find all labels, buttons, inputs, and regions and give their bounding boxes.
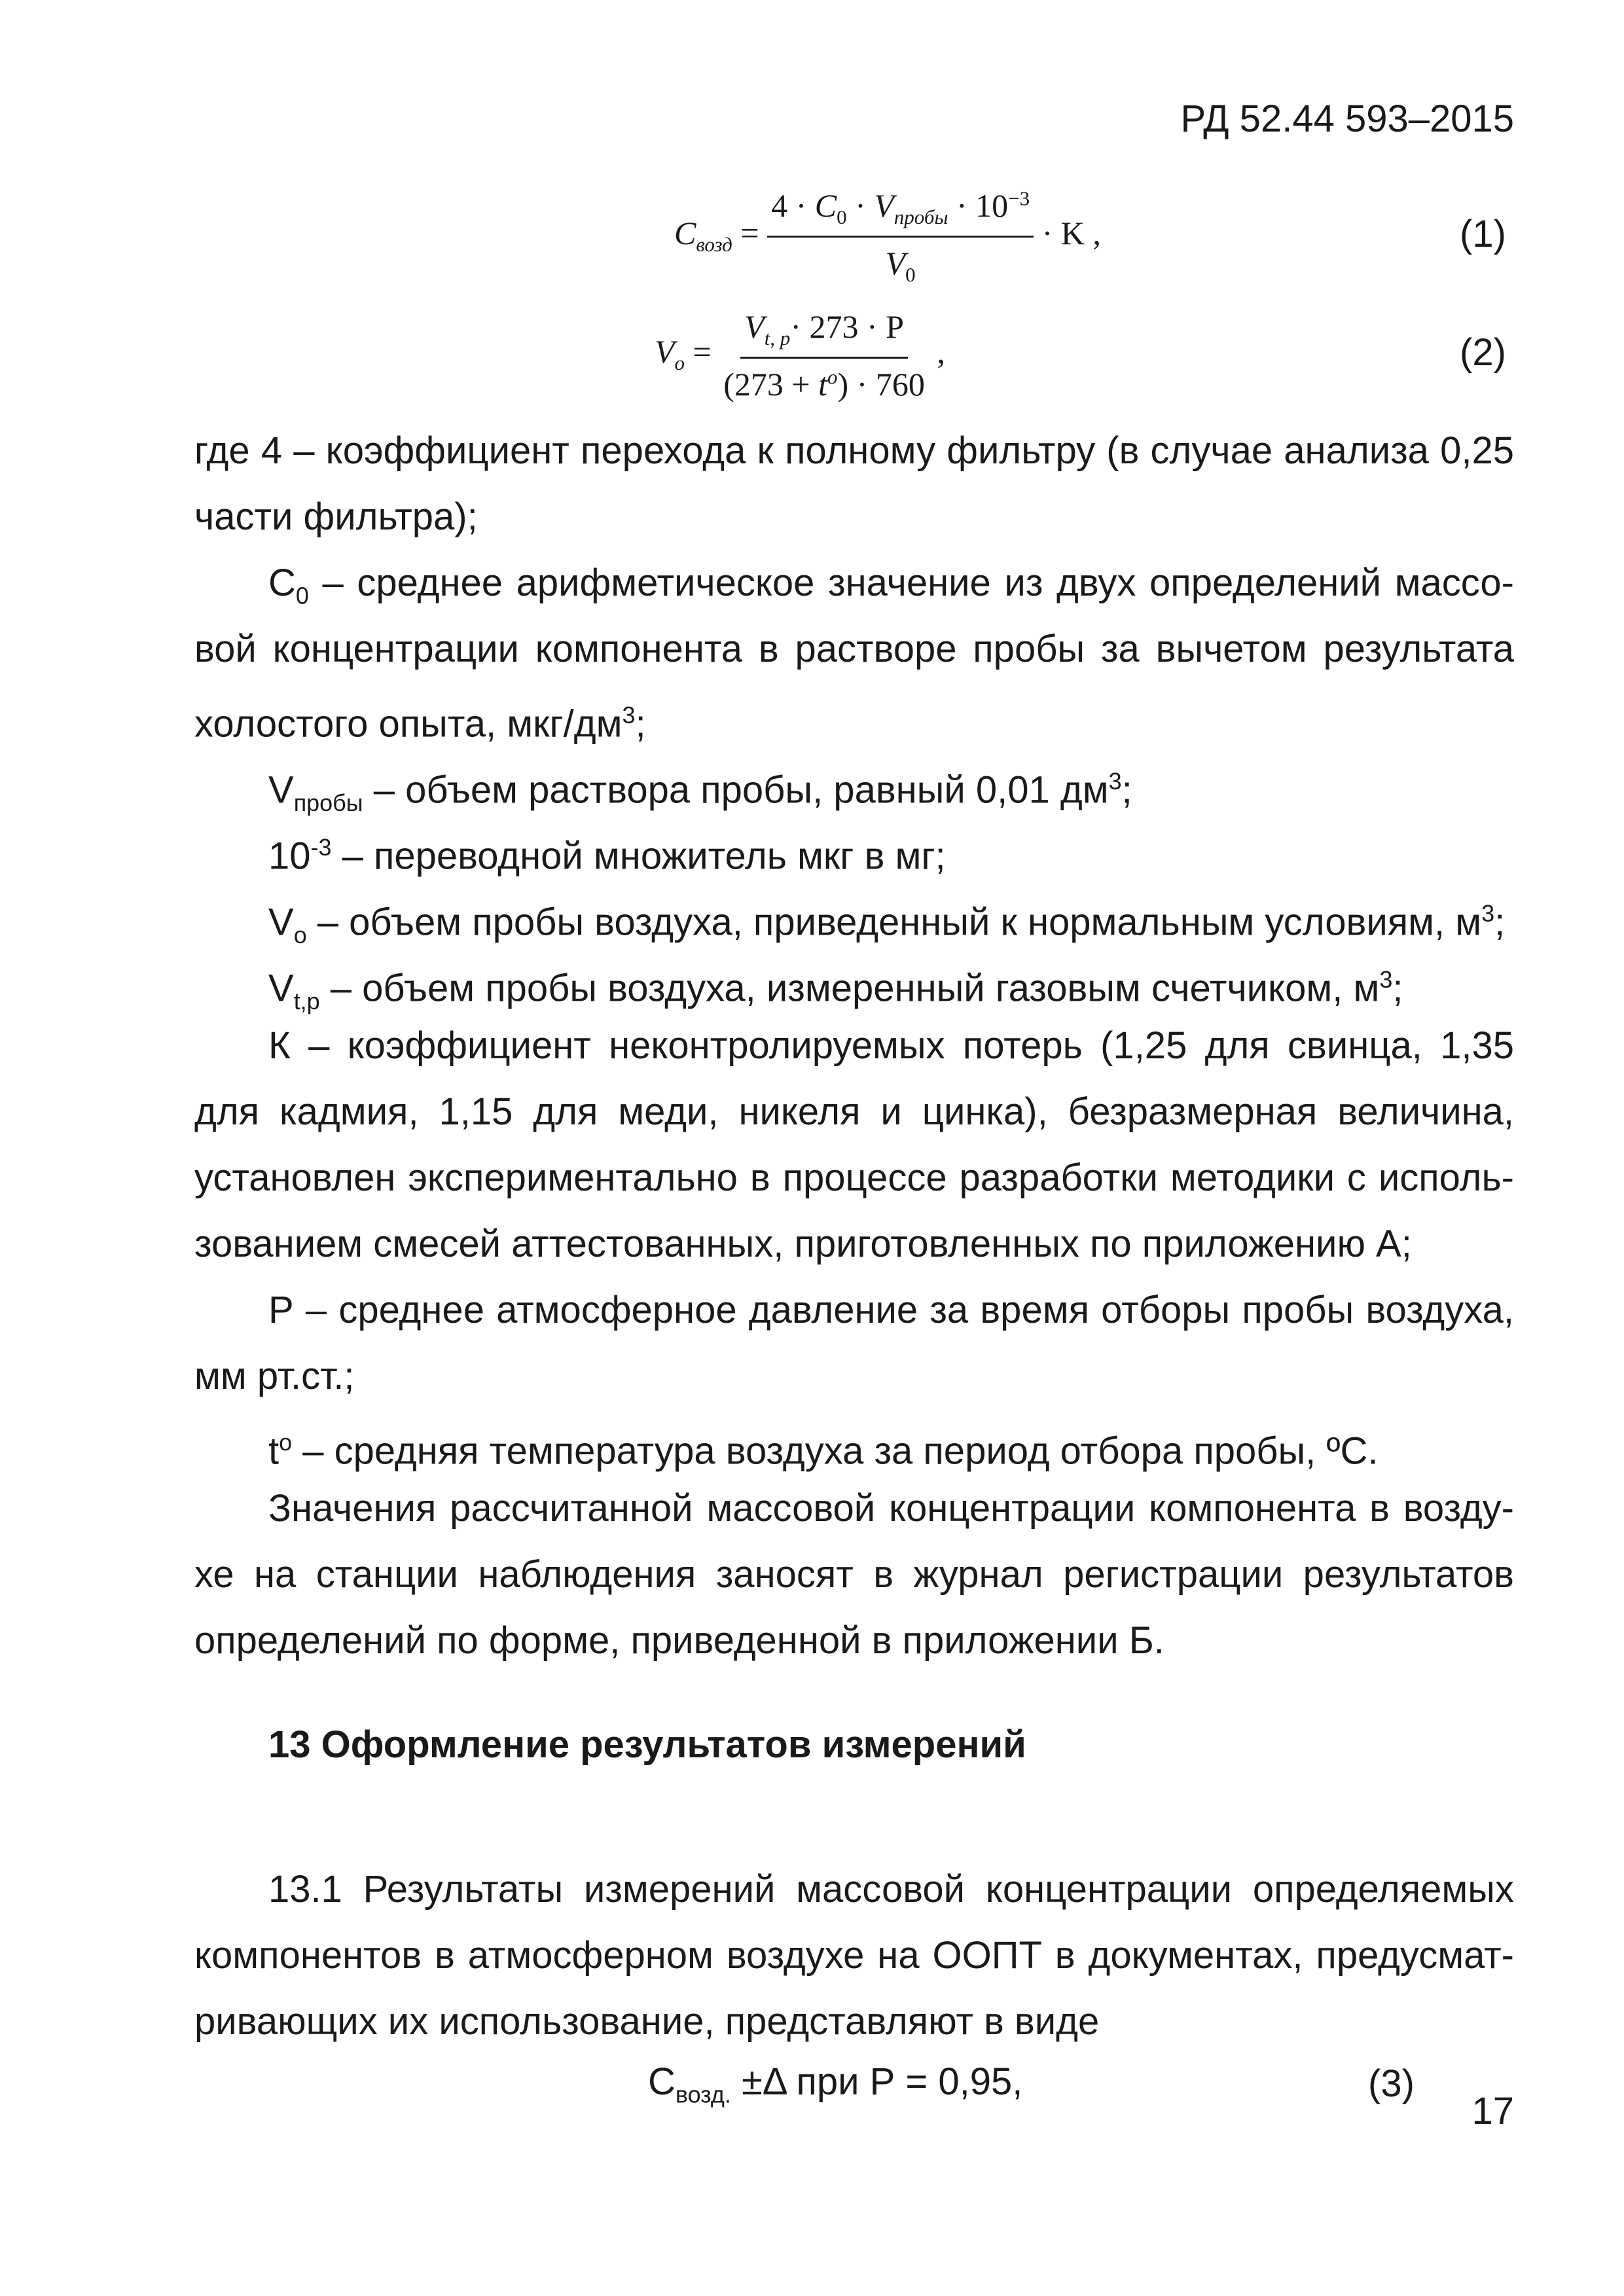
page-number: 17 <box>1471 2090 1514 2132</box>
formula-1-dot: · <box>795 187 807 224</box>
paragraph-line <box>194 682 1514 757</box>
formula-2 <box>655 308 945 403</box>
formula-1-c0-subscript: 0 <box>837 206 847 228</box>
vprob-subscript: пробы <box>293 789 363 816</box>
paragraph-line: зованием смесей аттестованных, приготовленных по приложению А; <box>194 1223 1412 1265</box>
t-description: – средняя температура воздуха за период отбора пробы, ºС. <box>292 1429 1379 1473</box>
formula-2-equals: = <box>693 333 712 370</box>
formula-1 <box>674 187 1101 287</box>
formula-2-t-superscript: o <box>827 365 838 389</box>
formula-3 <box>648 2049 1022 2128</box>
paragraph-line: ривающих их использование, представляют в виде <box>194 2000 1100 2043</box>
formula-2-numerator <box>740 308 908 359</box>
formula-3-number: (3) <box>1368 2062 1415 2105</box>
vo-description: – объем пробы воздуха, приведенный к нормальным условиям, м <box>306 901 1482 944</box>
document-code-header: РД 52.44 593–2015 <box>1180 98 1514 140</box>
formula-1-equals: = <box>740 214 759 251</box>
c0-description: – среднее арифметическое значение из двух определений массо- <box>308 562 1514 604</box>
formula-2-number: (2) <box>1460 331 1506 374</box>
formula-2-denominator-open: (273 + <box>723 366 819 403</box>
unit-superscript: 3 <box>1108 768 1122 795</box>
c0-symbol: С <box>268 562 296 604</box>
unit-superscript: 3 <box>1379 966 1393 993</box>
paragraph-line: хе на станции наблюдения заносят в журнал регистрации результатов <box>194 1553 1514 1596</box>
paragraph-line: установлен экспериментально в процессе разработки методики с исполь- <box>194 1157 1514 1199</box>
paragraph-line: для кадмия, 1,15 для меди, никеля и цинка), безразмерная величина, <box>194 1090 1514 1133</box>
formula-2-vtp-subscript: t, p <box>764 327 791 350</box>
unit-superscript: 3 <box>1481 900 1495 927</box>
definition-multiplier <box>268 814 1514 889</box>
formula-2-tail: , <box>937 333 945 370</box>
formula-2-lhs-symbol: V <box>655 333 675 370</box>
unit-superscript: 3 <box>622 702 636 728</box>
line-end: ; <box>1121 768 1132 812</box>
formula-3-symbol: C <box>648 2060 676 2103</box>
formula-1-tail: · K , <box>1041 214 1101 251</box>
formula-1-dot: · <box>956 187 967 224</box>
formula-3-subscript: возд. <box>675 2081 731 2108</box>
formula-2-lhs <box>655 333 685 375</box>
paragraph-line: части фильтра); <box>194 495 478 538</box>
formula-2-lhs-subscript: o <box>674 351 685 375</box>
paragraph-line: определений по форме, приведенной в приложении Б. <box>194 1619 1164 1662</box>
formula-1-lhs-symbol: C <box>674 214 696 251</box>
formula-1-fraction <box>767 187 1034 287</box>
formula-1-lhs <box>674 214 732 256</box>
formula-2-numerator-rest: · 273 · P <box>790 308 904 345</box>
line-end: ; <box>635 702 646 745</box>
formula-1-number: (1) <box>1460 213 1506 255</box>
line-end: ; <box>1494 901 1506 944</box>
vprob-description: – объем раствора пробы, равный 0,01 дм <box>363 768 1109 812</box>
formula-1-coef: 4 <box>771 187 788 224</box>
formula-1-c0: C <box>814 187 837 224</box>
multiplier-base: 10 <box>268 834 311 878</box>
paragraph-line: мм рт.ст.; <box>194 1355 355 1397</box>
formula-1-numerator <box>767 187 1034 238</box>
formula-1-ten: 10 <box>975 187 1009 224</box>
formula-1-exponent: −3 <box>1008 187 1030 210</box>
paragraph-line: компонентов в атмосферном воздухе на ООПТ в документах, предусмат- <box>194 1934 1514 1977</box>
paragraph-line: Значения рассчитанной массовой концентрации компонента в возду- <box>268 1487 1514 1530</box>
vo-subscript: о <box>293 921 307 948</box>
formula-1-v0-subscript: 0 <box>905 263 916 286</box>
vtp-symbol: V <box>268 967 294 1010</box>
c0-subscript: 0 <box>295 582 309 609</box>
formula-2-t: t <box>818 366 828 403</box>
vprob-symbol: V <box>268 768 294 812</box>
paragraph-line: вой концентрации компонента в растворе пробы за вычетом результата <box>194 628 1514 670</box>
t-superscript: о <box>279 1429 293 1456</box>
line-text: холостого опыта, мкг/дм <box>194 702 623 745</box>
formula-2-fraction <box>719 308 929 403</box>
formula-1-vprob: V <box>874 187 894 224</box>
paragraph-line: где 4 – коэффициент перехода к полному фильтру (в случае анализа 0,25 <box>194 429 1514 472</box>
formula-1-denominator <box>882 238 920 287</box>
t-symbol: t <box>268 1429 280 1473</box>
formula-2-denominator-close: ) · 760 <box>837 366 925 403</box>
formula-1-dot: · <box>855 187 866 224</box>
multiplier-exponent: -3 <box>310 834 332 861</box>
formula-1-lhs-subscript: возд <box>696 232 732 256</box>
formula-2-denominator <box>719 359 929 403</box>
vtp-subscript: t,p <box>293 987 320 1014</box>
definition-t <box>268 1409 1514 1484</box>
formula-2-vtp: V <box>744 308 765 345</box>
line-end: ; <box>1392 967 1403 1010</box>
definition-k: К – коэффициент неконтролируемых потерь (1,25 для свинца, 1,35 <box>268 1024 1514 1067</box>
formula-1-vprob-subscript: пробы <box>893 206 948 228</box>
definition-p: Р – среднее атмосферное давление за время отборы пробы воздуха, <box>268 1289 1514 1331</box>
vo-symbol: V <box>268 901 294 944</box>
formula-3-rest: ±Δ при Р = 0,95, <box>731 2060 1023 2103</box>
vtp-description: – объем пробы воздуха, измеренный газовым счетчиком, м <box>319 967 1380 1010</box>
section-heading: 13 Оформление результатов измерений <box>268 1723 1026 1766</box>
paragraph-line: 13.1 Результаты измерений массовой концентрации определяемых <box>268 1868 1514 1910</box>
formula-1-v0: V <box>885 245 906 281</box>
multiplier-description: – переводной множитель мкг в мг; <box>331 834 946 878</box>
